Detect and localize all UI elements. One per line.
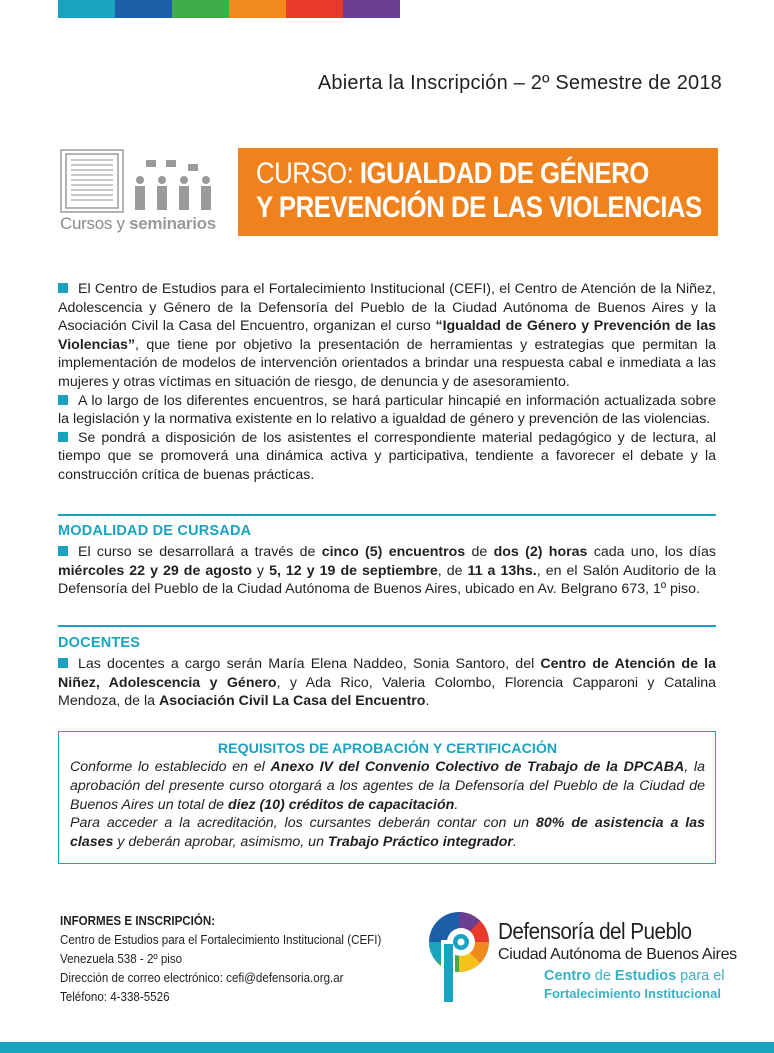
intro-paragraph-2: A lo largo de los diferentes encuentros, se hará particular hincapié en información actualizada sobre la legislación y la normativa existente en lo relativo a igualdad de género y prevención de las violencias. <box>58 392 716 428</box>
logo-cefi-line1: Centro de Estudios para el <box>544 968 725 984</box>
brand-text-a: Cursos y <box>60 214 130 233</box>
cursos-seminarios-icon <box>60 148 230 214</box>
docentes-heading: DOCENTES <box>58 635 141 651</box>
intro-section <box>58 280 716 485</box>
color-segment <box>343 0 400 18</box>
logo-name: Defensoría del Pueblo <box>498 918 692 944</box>
bullet-square-icon <box>58 283 68 293</box>
logo-subtitle: Ciudad Autónoma de Buenos Aires <box>498 946 737 963</box>
requirements-paragraph-2: Para acceder a la acreditación, los cursantes deberán contar con un 80% de asistencia a las clases y deberán aprobar, asimismo, un Trabajo Práctico integrador. <box>70 815 705 851</box>
bullet-square-icon <box>58 546 68 556</box>
requirements-paragraph-1: Conforme lo establecido en el Anexo IV del Convenio Colectivo de Trabajo de la DPCABA, la aprobación del presente curso otorgará a los agentes de la Defensoría del Pueblo de la Ciudad de Buenos Aires un total de diez (10) créditos de capacitación. <box>70 759 705 813</box>
requirements-box <box>58 731 716 864</box>
section-divider <box>58 514 716 516</box>
modalidad-paragraph: El curso se desarrollará a través de cinco (5) encuentros de dos (2) horas cada uno, los días miércoles 22 y 29 de agosto y 5, 12 y 19 de septiembre, de 11 a 13hs., en el Salón Auditorio de la Defensoría del Pueblo de la Ciudad Autónoma de Buenos Aires, ubicado en Av. Belgrano 673, 1º piso. <box>58 544 716 598</box>
requirements-title: REQUISITOS DE APROBACIÓN Y CERTIFICACIÓN <box>217 741 558 757</box>
enrollment-headline: Abierta la Inscripción – 2º Semestre de 2018 <box>317 72 722 94</box>
intro-paragraph-1: El Centro de Estudios para el Fortalecimiento Institucional (CEFI), el Centro de Atención de la Niñez, Adolescencia y Género de la Defensoría del Pueblo de la Ciudad Autónoma de Buenos Aires y la Asociación Civil la Casa del Encuentro, organizan el curso “Igualdad de Género y Prevención de las Violencias”, que tiene por objetivo la presentación de herramientas y estrategias que permitan la implementación de modelos de intervención orientados a brindar una respuesta cabal e inmediata a las mujeres y otras víctimas en situación de riesgo, de denuncia y de asesoramiento. <box>58 281 716 390</box>
bullet-square-icon <box>58 432 68 442</box>
bullet-square-icon <box>58 658 68 668</box>
course-title-banner <box>238 148 718 236</box>
course-title-bold: IGUALDAD DE GÉNERO <box>359 157 649 190</box>
contact-line-phone: Teléfono: 4-338-5526 <box>60 990 170 1004</box>
color-segment <box>229 0 286 18</box>
course-title-line2: Y PREVENCIÓN DE LAS VIOLENCIAS <box>256 191 702 224</box>
logo-cefi-line2: Fortalecimiento Institucional <box>544 986 721 1001</box>
brand-text-b: seminarios <box>129 214 216 233</box>
contact-info <box>60 912 409 1007</box>
defensoria-logo-icon <box>427 910 491 1004</box>
contact-line-email: Dirección de correo electrónico: cefi@defensoria.org.ar <box>60 971 344 985</box>
cursos-seminarios-brand <box>60 148 230 236</box>
color-segment <box>172 0 229 18</box>
top-color-bar <box>58 0 400 18</box>
color-segment <box>58 0 115 18</box>
bottom-color-bar <box>0 1042 774 1053</box>
contact-line-address: Venezuela 538 - 2º piso <box>60 952 183 966</box>
color-segment <box>286 0 343 18</box>
course-title-line1 <box>256 157 653 191</box>
brand-label <box>60 214 216 234</box>
bullet-square-icon <box>58 395 68 405</box>
course-prefix: CURSO: <box>256 157 360 190</box>
docentes-paragraph: Las docentes a cargo serán María Elena Naddeo, Sonia Santoro, del Centro de Atención de la Niñez, Adolescencia y Género, y Ada Rico, Valeria Colombo, Florencia Capparoni y Catalina Mendoza, de la Asociación Civil La Casa del Encuentro. <box>58 656 716 710</box>
contact-line-institution: Centro de Estudios para el Fortalecimiento Institucional (CEFI) <box>60 933 382 947</box>
intro-paragraph-3: Se pondrá a disposición de los asistentes el correspondiente material pedagógico y de lectura, al tiempo que se promoverá una dinámica activa y participativa, tendiente a favorecer el debate y la construcción crítica de buenas prácticas. <box>58 429 716 483</box>
color-segment <box>115 0 172 18</box>
section-divider <box>58 625 716 627</box>
modalidad-heading: MODALIDAD DE CURSADA <box>58 523 252 539</box>
contact-title: INFORMES E INSCRIPCIÓN: <box>60 914 216 928</box>
